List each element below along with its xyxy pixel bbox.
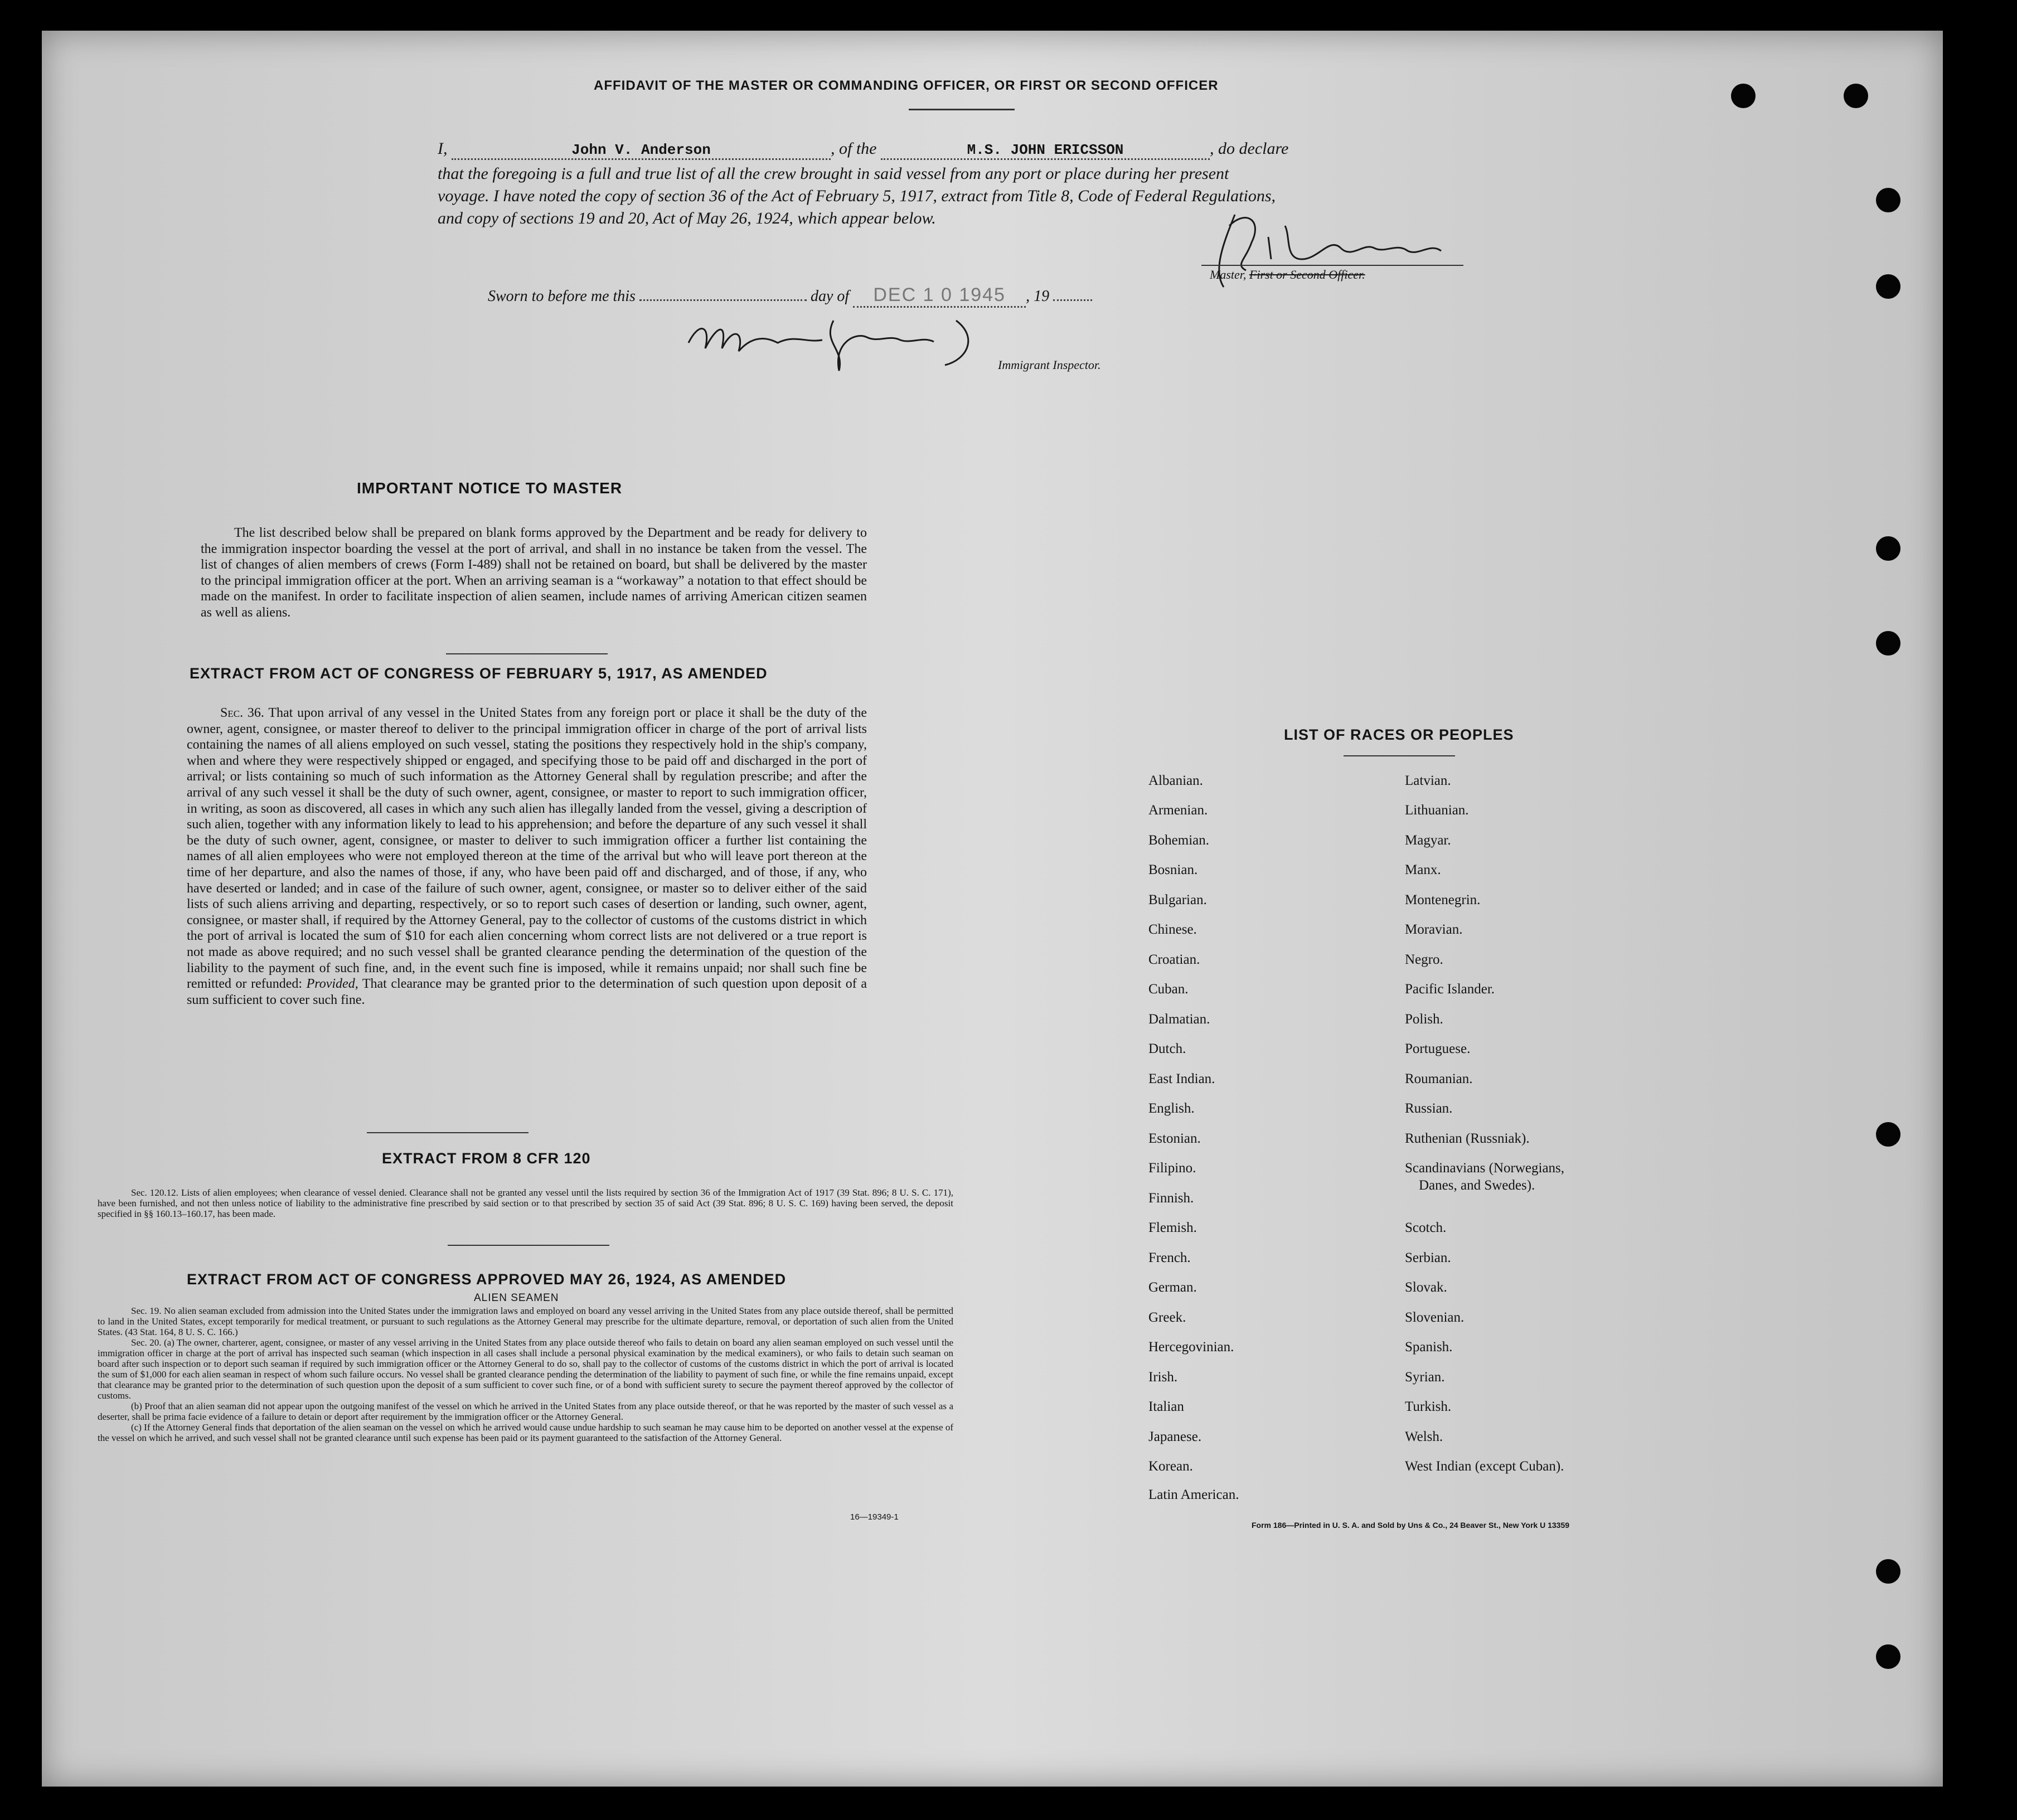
master-title (1210, 268, 1365, 282)
sworn-day-field (639, 299, 807, 301)
affidavit-i-label: I, (438, 139, 448, 158)
of-the-label: , of the (831, 139, 877, 158)
race-item: Magyar. (1405, 833, 1451, 848)
extract-cfr-divider (448, 1245, 609, 1246)
races-heading: LIST OF RACES OR PEOPLES (1284, 726, 1514, 743)
race-item: Bulgarian. (1148, 892, 1207, 907)
extract-1917-heading: EXTRACT FROM ACT OF CONGRESS OF FEBRUARY 5, 1917, AS AMENDED (190, 665, 768, 682)
punch-hole (1876, 1644, 1900, 1669)
master-name-field (452, 139, 831, 160)
race-item: Flemish. (1148, 1220, 1197, 1235)
extract-1917-text (187, 705, 867, 1008)
race-item: Chinese. (1148, 922, 1197, 937)
race-item: Latin American. (1148, 1487, 1239, 1502)
declare-label: , do declare (1210, 139, 1289, 158)
date-stamp: DEC 1 0 1945 (873, 284, 1006, 305)
extract-cfr-heading: EXTRACT FROM 8 CFR 120 (382, 1150, 591, 1167)
form-code: 16—19349-1 (850, 1512, 899, 1522)
race-item: Scotch. (1405, 1220, 1447, 1235)
race-item: Japanese. (1148, 1429, 1202, 1444)
extract-1917-divider (367, 1132, 529, 1133)
affidavit-line1 (438, 139, 1536, 160)
race-item: Slovenian. (1405, 1310, 1465, 1325)
punch-hole (1844, 84, 1868, 108)
race-item: Dalmatian. (1148, 1012, 1210, 1027)
sec-36-label: Sec. 36. (220, 706, 264, 720)
race-item: Lithuanian. (1405, 803, 1469, 818)
race-item: Italian (1148, 1399, 1184, 1414)
race-item: Albanian. (1148, 773, 1203, 788)
race-item: Bosnian. (1148, 862, 1198, 877)
race-item: Irish. (1148, 1370, 1178, 1385)
race-item: Korean. (1148, 1459, 1193, 1474)
race-item: Slovak. (1405, 1280, 1447, 1295)
extract-1924-text (98, 1305, 953, 1443)
affidavit-line4: and copy of sections 19 and 20, Act of May 26, 1924, which appear below. (438, 209, 936, 227)
race-item: Syrian. (1405, 1370, 1445, 1385)
sec-20a-text: Sec. 20. (a) The owner, charterer, agent, consignee, or master of any vessel arriving in the United States from any place outside thereof who fails to detain on board any alien seaman employed on such vessel until the immigration officer in charge at the port of arrival has inspected such seaman (which inspection in all cases shall include a personal physical examination by the medical examiners), or who fails to detain such seaman on board after such inspection or to deport such seaman if required by such immigration officer or the Attorney General to do so, shall pay to the collector of customs of the customs district in which the port of arrival is located the sum of $1,000 for each alien seaman in respect of whom such failure occurs. No vessel shall be granted clearance pending the determination of the liability to payment of such fine, or while the fine remains unpaid, except that clearance may be granted prior to the determination of such question upon the deposit of a sum sufficient to cover such fine, or of a bond with sufficient surety to secure the payment thereof approved by the collector of customs. (98, 1337, 953, 1401)
sec-20c-text: (c) If the Attorney General finds that deportation of the alien seaman on the vessel on which he arrived would cause undue hardship to such seaman he may cause him to be deported on another vessel at the expense of the vessel on which he arrived, and such vessel shall not be granted clearance until such expense has been paid or its payment guaranteed to the satisfaction of the Attorney General. (98, 1422, 953, 1443)
provided-label: Provided, (306, 977, 358, 992)
punch-hole (1731, 84, 1756, 108)
race-item: Latvian. (1405, 773, 1451, 788)
master-signature-line (1201, 265, 1463, 266)
punch-hole (1876, 1122, 1900, 1147)
master-title-struck: First or Second Officer. (1249, 268, 1365, 282)
sec-36-end: That clearance may be granted prior to the determination of such question upon deposit of a sum sufficient to cover such fine. (187, 977, 867, 1007)
races-divider (1344, 755, 1455, 756)
race-item: Hercegovinian. (1148, 1339, 1234, 1355)
extract-cfr-text: Sec. 120.12. Lists of alien employees; when clearance of vessel denied. Clearance shall not be granted any vessel until the lists required by section 36 of the Immigration Act of 1917 (39 Stat. 896; 8 U. S. C. 171), have been furnished, and not then unless notice of liability to the administrative fine prescribed by said section or to that prescribed by section 35 of said Act (39 Stat. 896; 8 U. S. C. 169) having been served, the deposit specified in §§ 160.13–160.17, has been made. (98, 1187, 953, 1219)
race-item: West Indian (except Cuban). (1405, 1459, 1564, 1474)
race-item: French. (1148, 1250, 1191, 1265)
race-item: Estonian. (1148, 1131, 1201, 1146)
race-item: Montenegrin. (1405, 892, 1481, 907)
printer-footer: Form 186—Printed in U. S. A. and Sold by Uns & Co., 24 Beaver St., New York U 13359 (1252, 1521, 1570, 1530)
race-item: Dutch. (1148, 1041, 1186, 1056)
race-item: Bohemian. (1148, 833, 1210, 848)
vessel-name-field (881, 139, 1210, 160)
race-item: Turkish. (1405, 1399, 1452, 1414)
race-item: Danes, and Swedes). (1419, 1178, 1535, 1193)
punch-hole (1876, 631, 1900, 656)
race-item: Ruthenian (Russniak). (1405, 1131, 1530, 1146)
alien-seamen-subheading: ALIEN SEAMEN (474, 1292, 559, 1304)
affidavit-title: AFFIDAVIT OF THE MASTER OR COMMANDING OFFICER, OR FIRST OR SECOND OFFICER (594, 78, 1219, 93)
race-item: Polish. (1405, 1012, 1443, 1027)
race-item: English. (1148, 1101, 1195, 1116)
race-item: Scandinavians (Norwegians, (1405, 1161, 1565, 1176)
race-item: Croatian. (1148, 952, 1200, 967)
race-item: Portuguese. (1405, 1041, 1471, 1056)
race-item: Negro. (1405, 952, 1443, 967)
year-field (1053, 299, 1092, 301)
race-item: Pacific Islander. (1405, 982, 1495, 997)
race-item: Armenian. (1148, 803, 1208, 818)
race-item: East Indian. (1148, 1071, 1215, 1086)
manifest-page (42, 31, 1943, 1787)
title-divider (909, 109, 1015, 110)
race-item: Moravian. (1405, 922, 1463, 937)
year-label: , 19 (1026, 288, 1050, 305)
affidavit-line3: voyage. I have noted the copy of section 36 of the Act of February 5, 1917, extract from Title 8, Code of Federal Regulations, (438, 187, 1276, 205)
race-item: Welsh. (1405, 1429, 1443, 1444)
notice-divider (446, 653, 608, 654)
vessel-name: M.S. JOHN ERICSSON (967, 142, 1124, 158)
inspector-label: Immigrant Inspector. (998, 358, 1101, 372)
race-item: Russian. (1405, 1101, 1453, 1116)
punch-hole (1876, 536, 1900, 561)
master-title-prefix: Master, (1210, 268, 1247, 282)
race-item: Serbian. (1405, 1250, 1451, 1265)
race-item: Manx. (1405, 862, 1441, 877)
race-item: Greek. (1148, 1310, 1186, 1325)
sec-36-body: That upon arrival of any vessel in the United States from any foreign port or place it shall be the duty of the owner, agent, consignee, or master thereof to deliver to the principal immigration officer in charge of the port of arrival lists containing the names of all aliens employed on such vessel, stating the positions they respectively hold in the ship's company, when and where they were respectively shipped or engaged, and specifying those to be paid off and discharged in the port of arrival; or lists containing so much of such information as the Attorney General shall by regulation prescribe; and after the arrival of any such vessel it shall be the duty of such owner, agent, consignee, or master to report to such immigration officer, in writing, as soon as discovered, all cases in which any such alien has illegally landed from the vessel, giving a description of such alien, together with any information likely to lead to his apprehension; and before the departure of any such vessel it shall be the duty of such owner, agent, consignee, or master to deliver to such immigration officer a further list containing the names of all alien employees who were not employed thereon at the time of the arrival but who will leave port thereon at the time of her departure, and also the names of those, if any, who have been paid off and discharged, and of those, if any, who have deserted or landed; and in case of the failure of such owner, agent, consignee, or master so to deliver either of the said lists of such aliens arriving and departing, respectively, or so to report such cases of desertion or landing, such owner, agent, consignee, or master shall, if required by the Attorney General, pay to the collector of customs of the customs district in which the port of arrival is located the sum of $10 for each alien concerning whom correct lists are not delivered or a true report is not made as above required; and no such vessel shall be granted clearance pending the determination of the question of the liability to the payment of such fine, and, in the event such fine is imposed, while it remains unpaid; nor shall such fine be remitted or refunded: (187, 706, 867, 992)
affidavit-line2: that the foregoing is a full and true list of all the crew brought in said vessel from any port or place during her present (438, 164, 1229, 183)
important-notice-heading: IMPORTANT NOTICE TO MASTER (357, 479, 623, 497)
race-item: Cuban. (1148, 982, 1189, 997)
day-of-label: day of (810, 288, 850, 305)
race-item: Finnish. (1148, 1191, 1194, 1206)
race-item: Spanish. (1405, 1339, 1453, 1355)
punch-hole (1876, 1559, 1900, 1584)
sec-19-text: Sec. 19. No alien seaman excluded from admission into the United States under the immigration laws and employed on board any vessel arriving in the United States from any place outside thereof, shall be permitted to land in the United States, except temporarily for medical treatment, or pursuant to such regulations as the Attorney General may prescribe for the ultimate departure, removal, or deportation of such alien from the United States. (43 Stat. 164, 8 U. S. C. 166.) (98, 1305, 953, 1337)
race-item: Roumanian. (1405, 1071, 1473, 1086)
sec-20b-text: (b) Proof that an alien seaman did not appear upon the outgoing manifest of the vessel on which he arrived in the United States from any place outside thereof, or that he was reported by the master of such vessel as a deserter, shall be prima facie evidence of a failure to detain or deport after requirement by the immigration officer or the Attorney General. (98, 1401, 953, 1422)
punch-hole (1876, 188, 1900, 212)
master-name: John V. Anderson (571, 142, 711, 158)
date-field (853, 284, 1026, 308)
sworn-label: Sworn to before me this (488, 288, 636, 305)
inspector-signature (666, 309, 1001, 376)
sworn-line (488, 284, 1092, 308)
extract-1924-heading: EXTRACT FROM ACT OF CONGRESS APPROVED MAY 26, 1924, AS AMENDED (187, 1271, 787, 1288)
important-notice-text: The list described below shall be prepared on blank forms approved by the Department and be ready for delivery to the immigration inspector boarding the vessel at the port of arrival, and shall in no instance be taken from the vessel. The list of changes of alien members of crews (Form I-489) shall not be retained on board, but shall be delivered by the master to the principal immigration officer at the port. When an arriving seaman is a “workaway” a notation to that effect should be made on the manifest. In order to facilitate inspection of alien seamen, include names of arriving American citizen seamen as well as aliens. (201, 526, 867, 620)
race-item: Filipino. (1148, 1161, 1196, 1176)
punch-hole (1876, 274, 1900, 299)
race-item: German. (1148, 1280, 1197, 1295)
